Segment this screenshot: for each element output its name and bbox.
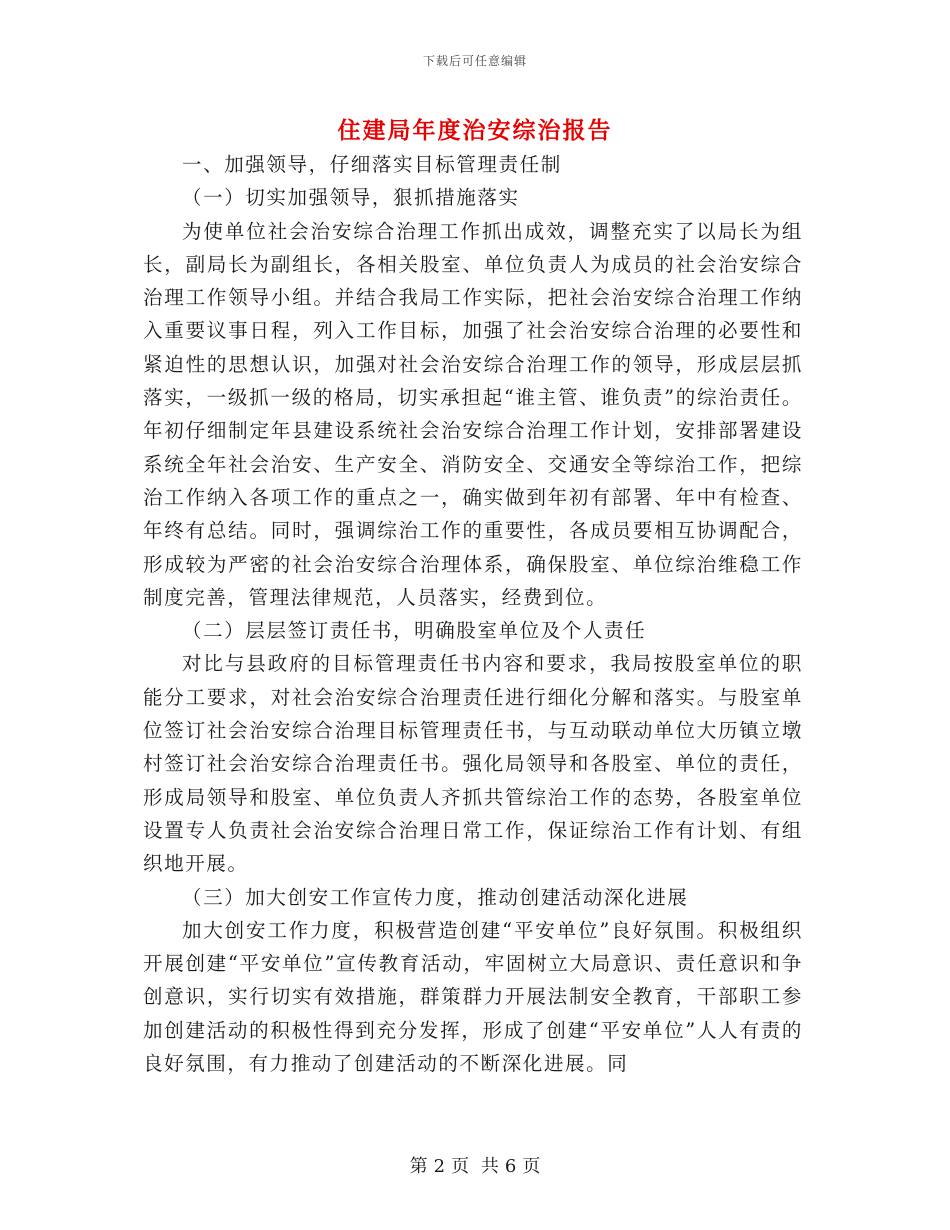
subsection-heading-1: （一）切实加强领导，狠抓措施落实 [182, 186, 520, 210]
header-note: 下载后可任意编辑 [422, 54, 527, 68]
page-total: 6 [504, 1156, 517, 1177]
document-body [143, 148, 803, 1080]
page-prefix: 第 [409, 1156, 428, 1177]
section-heading-1: 一、加强领导，仔细落实目标管理责任制 [182, 153, 562, 176]
page-suffix: 页 [522, 1156, 541, 1177]
subsection-heading-3: （三）加大创安工作宣传力度，推动创建活动深化进展 [182, 885, 689, 909]
page-current: 2 [433, 1156, 446, 1177]
body-paragraph-2: 对比与县政府的目标管理责任书内容和要求，我局按股室单位的职能分工要求，对社会治安综合治理责任进行细化分解和落实。与股室单位签订社会治安综合治理目标管理责任书，与互动联动单位大历镇立墩村签订社会治安综合治理责任书。强化局领导和各股室、单位的责任，形成局领导和股室、单位负责人齐抓共管综治工作的态势，各股室单位设置专人负责社会治安综合治理日常工作，保证综治工作有计划、有组织地开展。 [143, 652, 803, 876]
body-paragraph-1: 为使单位社会治安综合治理工作抓出成效，调整充实了以局长为组长，副局长为副组长，各相关股室、单位负责人为成员的社会治安综合治理工作领导小组。并结合我局工作实际，把社会治安综合治理工作纳入重要议事日程，列入工作目标，加强了社会治安综合治理的必要性和紧迫性的思想认识，加强对社会治安综合治理工作的领导，形成层层抓落实，一级抓一级的格局，切实承担起“谁主管、谁负责”的综治责任。年初仔细制定年县建设系统社会治安综合治理工作计划，安排部署建设系统全年社会治安、生产安全、消防安全、交通安全等综治工作，把综治工作纳入各项工作的重点之一，确实做到年初有部署、年中有检查、年终有总结。同时，强调综治工作的重要性，各成员要相互协调配合，形成较为严密的社会治安综合治理体系，确保股室、单位综治维稳工作制度完善，管理法律规范，人员落实，经费到位。 [143, 219, 803, 609]
page-mid: 页 共 [451, 1156, 499, 1177]
subsection-heading-2: （二）层层签订责任书，明确股室单位及个人责任 [182, 619, 647, 643]
page-number-footer [0, 1152, 950, 1178]
document-title: 住建局年度治安综治报告 [337, 117, 613, 144]
body-paragraph-3: 加大创安工作力度，积极营造创建“平安单位”良好氛围。积极组织开展创建“平安单位”宣传教育活动，牢固树立大局意识、责任意识和争创意识，实行切实有效措施，群策群力开展法制安全教育，干部职工参加创建活动的积极性得到充分发挥，形成了创建“平安单位”人人有责的良好氛围，有力推动了创建活动的不断深化进展。同 [143, 918, 803, 1076]
